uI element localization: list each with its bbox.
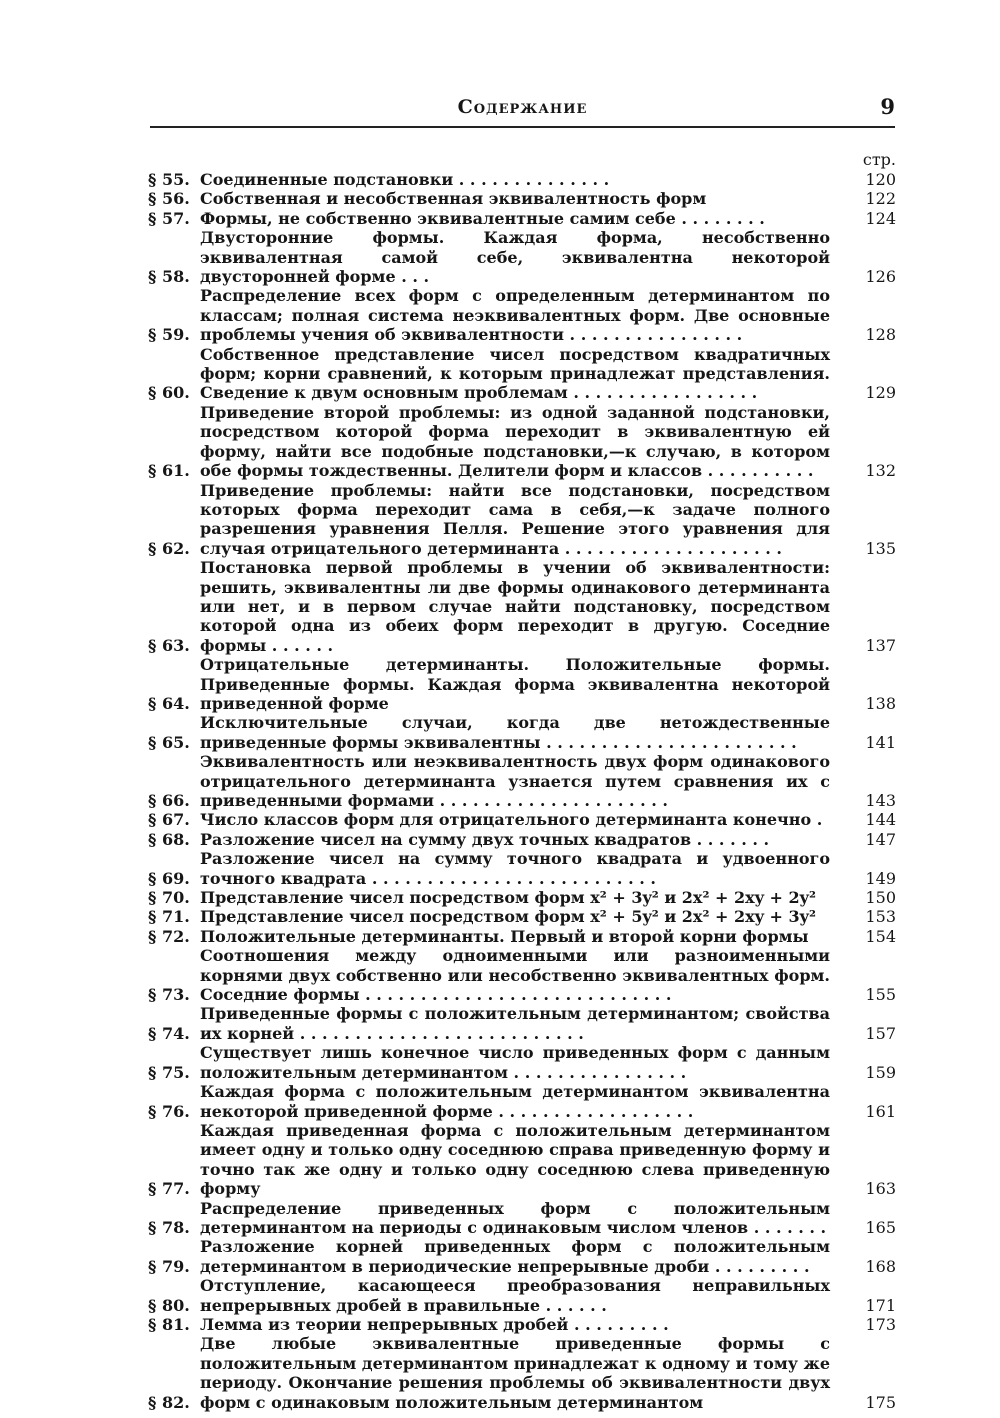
- section-number: § 58.: [148, 267, 190, 287]
- section-number: § 67.: [148, 810, 190, 830]
- section-number: § 73.: [148, 985, 190, 1005]
- section-title: Представление чисел посредством форм x² + 5y² и 2x² + 2xy + 3y²: [200, 907, 816, 927]
- toc-entry: [148, 286, 896, 344]
- section-page: 173: [865, 1314, 896, 1334]
- section-number: § 60.: [148, 383, 190, 403]
- page-number: 9: [880, 94, 895, 119]
- toc-entry: [148, 209, 896, 228]
- section-title: Соотношения между одноименными или разноименными корнями двух собственно или несобственно эквивалентных форм. Соседние формы . . . . . . . . . . . . . . . . . . . . . . . . . . . .: [200, 946, 830, 1005]
- section-title: Представление чисел посредством форм x² + 3y² и 2x² + 2xy + 2y²: [200, 888, 816, 908]
- section-number: § 64.: [148, 693, 190, 713]
- section-page: 175: [865, 1392, 896, 1412]
- section-page: 124: [865, 208, 896, 228]
- section-number: § 62.: [148, 538, 190, 558]
- toc-entry: [148, 403, 896, 481]
- section-title: Разложение корней приведенных форм с положительным детерминантом в периодические непрерывные дроби . . . . . . . . .: [200, 1237, 830, 1276]
- section-number: § 75.: [148, 1062, 190, 1082]
- toc-entry: [148, 946, 896, 1004]
- section-title: Двусторонние формы. Каждая форма, несобственно эквивалентная самой себе, эквивалентна некоторой двусторонней форме . . .: [200, 228, 830, 287]
- section-title: Собственное представление чисел посредством квадратичных форм; корни сравнений, к которым принадлежат представления. Сведение к двум основным проблемам . . . . . . . . . . . . . . . . .: [200, 344, 830, 403]
- toc-entry: [148, 1199, 896, 1238]
- toc-entry: [148, 1334, 896, 1412]
- toc-entry: [148, 907, 896, 926]
- toc-entry: [148, 927, 896, 946]
- section-number: § 79.: [148, 1256, 190, 1276]
- toc-entry: [148, 1121, 896, 1199]
- toc-entry: [148, 1082, 896, 1121]
- section-number: § 80.: [148, 1295, 190, 1315]
- toc-entry: [148, 888, 896, 907]
- section-number: § 63.: [148, 635, 190, 655]
- section-title: Существует лишь конечное число приведенных форм с данным положительным детерминантом . . . . . . . . . . . . . . . .: [200, 1043, 830, 1082]
- section-page: 165: [865, 1217, 896, 1237]
- section-page: 143: [865, 791, 896, 810]
- section-page: 137: [865, 635, 896, 655]
- section-page: 122: [865, 189, 896, 209]
- section-title: Отступление, касающееся преобразования неправильных непрерывных дробей в правильные . . . . . .: [200, 1276, 830, 1315]
- toc-entry: [148, 1043, 896, 1082]
- section-page: 135: [865, 538, 896, 558]
- toc-entry: [148, 713, 896, 752]
- section-title: Формы, не собственно эквивалентные самим себе . . . . . . . .: [200, 208, 765, 228]
- section-number: § 59.: [148, 325, 190, 345]
- section-title: Положительные детерминанты. Первый и второй корни формы: [200, 926, 809, 946]
- section-page: 126: [865, 267, 896, 287]
- section-number: § 74.: [148, 1023, 190, 1043]
- section-number: § 55.: [148, 170, 190, 189]
- toc-entry: [148, 228, 896, 286]
- section-number: § 78.: [148, 1217, 190, 1237]
- toc-entry: [148, 481, 896, 559]
- section-title: Собственная и несобственная эквивалентность форм: [200, 189, 707, 209]
- toc-entry: [148, 1315, 896, 1334]
- section-number: § 65.: [148, 732, 190, 752]
- section-title: Эквивалентность или неэквивалентность двух форм одинакового отрицательного детерминанта узнается путем сравнения их с приведенными формами . . . . . . . . . . . . . . . . . . . . .: [200, 752, 830, 810]
- section-page: 149: [865, 868, 896, 888]
- section-page: 144: [865, 810, 896, 830]
- page-title: Содержание: [457, 96, 588, 118]
- section-title: Приведенные формы с положительным детерминантом; свойства их корней . . . . . . . . . . . . . . . . . . . . . . . . . .: [200, 1004, 830, 1043]
- toc-entry: [148, 1004, 896, 1043]
- section-number: § 81.: [148, 1314, 190, 1334]
- section-page: 128: [865, 325, 896, 345]
- toc-entry: [148, 558, 896, 655]
- section-number: § 70.: [148, 888, 190, 908]
- section-title: Число классов форм для отрицательного детерминанта конечно .: [200, 810, 823, 830]
- section-number: § 66.: [148, 791, 190, 810]
- header-rule: [150, 126, 895, 128]
- section-title: Каждая форма с положительным детерминантом эквивалентна некоторой приведенной форме . . . . . . . . . . . . . . . . . .: [200, 1082, 830, 1121]
- section-title: Отрицательные детерминанты. Положительные формы. Приведенные формы. Каждая форма эквивалентна некоторой приведенной форме: [200, 655, 830, 713]
- section-page: 132: [865, 461, 896, 481]
- section-number: § 72.: [148, 926, 190, 946]
- section-title: Две любые эквивалентные приведенные формы с положительным детерминантом принадлежат к одному и тому же периоду. Окончание решения проблемы об эквивалентности двух форм с одинаковым положительным детерминантом: [200, 1334, 830, 1412]
- table-of-contents: [148, 170, 896, 1412]
- toc-entry: [148, 345, 896, 403]
- toc-entry: [148, 189, 896, 208]
- section-title: Каждая приведенная форма с положительным детерминантом имеет одну и только одну соседнюю справа приведенную форму и точно так же одну и только одну соседнюю слева приведенную форму: [200, 1120, 830, 1199]
- toc-entry: [148, 1237, 896, 1276]
- section-page: 155: [865, 985, 896, 1005]
- page-column-label: стр.: [862, 150, 896, 169]
- section-number: § 68.: [148, 829, 190, 849]
- running-header: [150, 94, 895, 124]
- section-page: 138: [865, 693, 896, 713]
- section-number: § 57.: [148, 208, 190, 228]
- section-page: 159: [865, 1062, 896, 1082]
- section-page: 168: [865, 1256, 896, 1276]
- section-page: 161: [865, 1101, 896, 1121]
- section-title: Приведение второй проблемы: из одной заданной подстановки, посредством которой форма переходит в эквивалентную ей форму, найти все подобные подстановки,—к случаю, в котором обе формы тождественны. Делители форм и классов . . . . . . . . . .: [200, 402, 830, 481]
- section-title: Постановка первой проблемы в учении об эквивалентности: решить, эквивалентны ли две формы одинакового детерминанта или нет, и в первом случае найти подстановку, посредством которой одна из обеих форм переходит в другую. Соседние формы . . . . . .: [200, 558, 830, 655]
- section-number: § 56.: [148, 189, 190, 209]
- section-title: Исключительные случаи, когда две нетождественные приведенные формы эквивалентны . . . . . . . . . . . . . . . . . . . . . . .: [200, 713, 830, 752]
- toc-entry: [148, 752, 896, 810]
- section-number: § 76.: [148, 1101, 190, 1121]
- section-page: 120: [865, 170, 896, 189]
- toc-entry: [148, 830, 896, 849]
- section-page: 141: [865, 732, 896, 752]
- section-title: Лемма из теории непрерывных дробей . . . . . . . . .: [200, 1314, 669, 1334]
- section-number: § 82.: [148, 1392, 190, 1412]
- section-number: § 71.: [148, 907, 190, 927]
- section-page: 150: [865, 888, 896, 908]
- section-title: Разложение чисел на сумму двух точных квадратов . . . . . . .: [200, 829, 770, 849]
- section-number: § 69.: [148, 868, 190, 888]
- toc-entry: [148, 849, 896, 888]
- section-page: 129: [865, 383, 896, 403]
- section-number: § 61.: [148, 461, 190, 481]
- section-page: 163: [865, 1179, 896, 1199]
- section-title: Разложение чисел на сумму точного квадрата и удвоенного точного квадрата . . . . . . . . . . . . . . . . . . . . . . . . . .: [200, 849, 830, 888]
- section-number: § 77.: [148, 1179, 190, 1199]
- section-title: Распределение всех форм с определенным детерминантом по классам; полная система неэквивалентных форм. Две основные проблемы учения об эквивалентности . . . . . . . . . . . . . . . .: [200, 286, 830, 345]
- section-page: 147: [865, 829, 896, 849]
- section-page: 171: [865, 1295, 896, 1315]
- toc-entry: [148, 1276, 896, 1315]
- section-page: 153: [865, 907, 896, 927]
- section-page: 154: [865, 926, 896, 946]
- section-title: Соединенные подстановки . . . . . . . . . . . . . .: [200, 170, 610, 189]
- toc-entry: [148, 170, 896, 189]
- toc-entry: [148, 810, 896, 829]
- section-page: 157: [865, 1023, 896, 1043]
- toc-entry: [148, 655, 896, 713]
- section-title: Распределение приведенных форм с положительным детерминантом на периоды с одинаковым числом членов . . . . . . .: [200, 1198, 830, 1237]
- section-title: Приведение проблемы: найти все подстановки, посредством которых форма переходит сама в себя,—к задаче полного разрешения уравнения Пелля. Решение этого уравнения для случая отрицательного детерминанта . . . . . . . . . . . . . . . . . . . .: [200, 480, 830, 558]
